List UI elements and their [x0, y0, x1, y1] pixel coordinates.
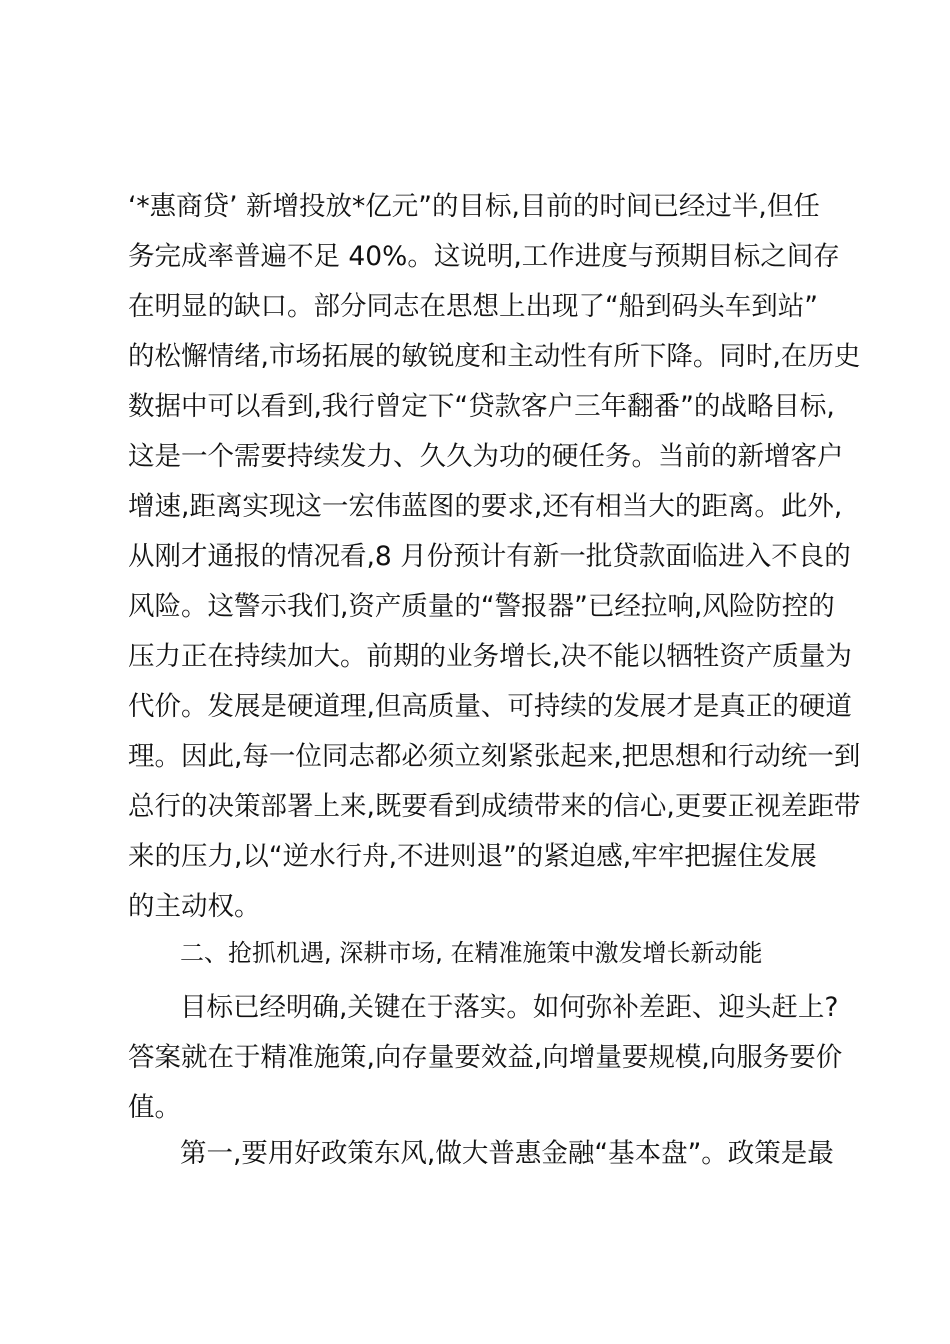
section-heading — [128, 928, 838, 978]
text-line: 值。 — [128, 1092, 181, 1123]
text-line: 这是一个需要持续发力、久久为功的硬任务。当前的新增客户 — [128, 441, 844, 472]
paragraph-policy — [128, 1129, 838, 1179]
paragraph-risk-assessment — [128, 182, 861, 932]
text-line: 第一,要用好政策东风,做大普惠金融“基本盘”。政策是最 — [180, 1138, 834, 1169]
text-line: 增速,距离实现这一宏伟蓝图的要求,还有相当大的距离。此外, — [128, 491, 843, 522]
text-line: 的主动权。 — [128, 891, 261, 922]
text-line: 理。因此,每一位同志都必须立刻紧张起来,把思想和行动统一到 — [128, 741, 861, 772]
text-line: 来的压力,以“逆水行舟,不进则退”的紧迫感,牢牢把握住发展 — [128, 841, 817, 872]
text-line: ‘*惠商贷’ 新增投放*亿元”的目标,目前的时间已经过半,但任 — [128, 191, 820, 222]
paragraph-implementation — [128, 983, 843, 1133]
text-line: 压力正在持续加大。前期的业务增长,决不能以牺牲资产质量为 — [128, 641, 852, 672]
text-line: 答案就在于精准施策,向存量要效益,向增量要规模,向服务要价 — [128, 1042, 843, 1073]
text-line: 数据中可以看到,我行曾定下“贷款客户三年翻番”的战略目标, — [128, 391, 835, 422]
text-line: 务完成率普遍不足 40%。这说明,工作进度与预期目标之间存 — [128, 241, 840, 272]
text-line: 代价。发展是硬道理,但高质量、可持续的发展才是真正的硬道 — [128, 691, 852, 722]
text-line: 在明显的缺口。部分同志在思想上出现了“船到码头车到站” — [128, 291, 818, 322]
text-line: 的松懈情绪,市场拓展的敏锐度和主动性有所下降。同时,在历史 — [128, 341, 861, 372]
section-heading-text: 二、抢抓机遇, 深耕市场, 在精准施策中激发增长新动能 — [180, 939, 763, 967]
text-line: 从刚才通报的情况看,8 月份预计有新一批贷款面临进入不良的 — [128, 541, 851, 572]
text-line: 目标已经明确,关键在于落实。如何弥补差距、迎头赶上? — [180, 992, 839, 1023]
text-line: 总行的决策部署上来,既要看到成绩带来的信心,更要正视差距带 — [128, 791, 861, 822]
text-line: 风险。这警示我们,资产质量的“警报器”已经拉响,风险防控的 — [128, 591, 835, 622]
